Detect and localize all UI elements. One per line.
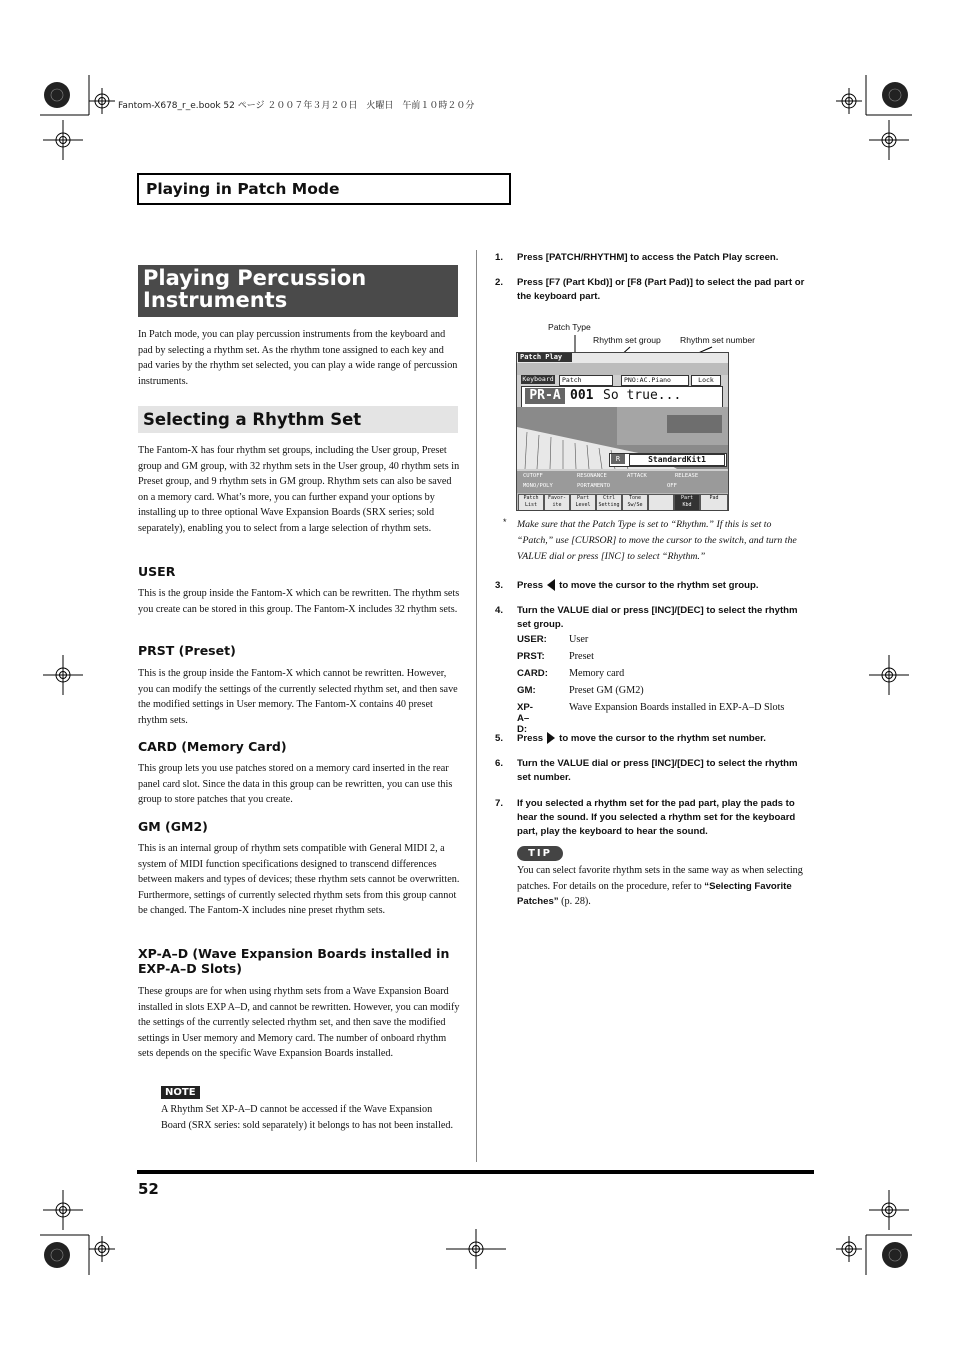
step-5-number: 5.	[495, 733, 504, 744]
param-resonance: RESONANCE	[577, 473, 607, 479]
step-1-text: Press [PATCH/RHYTHM] to access the Patch Play screen.	[517, 252, 779, 263]
patch-group[interactable]: PR-A	[525, 388, 565, 404]
step-5-pre: Press	[517, 733, 544, 744]
button-part-pad[interactable]: Pad	[700, 494, 728, 511]
rhythm-set-name[interactable]: StandardKit1	[629, 454, 725, 466]
page-number: 52	[138, 1180, 159, 1198]
button-part-level[interactable]: Part Level	[570, 494, 596, 511]
main-heading-line1: Playing Percussion	[143, 266, 367, 290]
param-portamento-value: OFF	[667, 483, 677, 489]
group-val-user: User	[569, 634, 589, 645]
group-val-card: Memory card	[569, 668, 625, 679]
footnote: Make sure that the Patch Type is set to “Rhythm.” If this is set to “Patch,” use [CURSOR] to move the cursor to the switch, and turn the VALUE dial or press [INC] to select “Rhythm.”	[517, 519, 797, 562]
button-part-kbd[interactable]: Part Kbd	[674, 494, 700, 511]
patch-play-screen	[516, 352, 729, 511]
footer-rule	[137, 1170, 814, 1174]
callout-rhythm-set-number: Rhythm set number	[680, 335, 755, 345]
group-key-xp: XP-A–D:	[517, 702, 533, 735]
step-4-number: 4.	[495, 605, 504, 616]
group-key-user: USER:	[517, 634, 547, 645]
step-3-pre: Press	[517, 580, 544, 591]
field-lock[interactable]: Lock	[691, 375, 721, 386]
screen-title: Patch Play	[518, 353, 572, 362]
print-info: Fantom-X678_r_e.book 52 ページ ２００７年３月２０日 火曜日 午前１０時２０分	[118, 101, 475, 111]
group-body-user: This is the group inside the Fantom-X which can be rewritten. The rhythm sets you create can be stored in this group. The Fantom-X includes 32 rhythm sets.	[138, 588, 460, 615]
step-2-number: 2.	[495, 277, 504, 288]
cursor-right-icon	[547, 732, 555, 744]
group-title-xp: XP-A–D (Wave Expansion Boards installed in EXP-A–D Slots)	[138, 946, 450, 976]
button-ctrl-setting[interactable]: Ctrl Setting	[596, 494, 622, 511]
tab-keyboard[interactable]: Keyboard	[522, 375, 554, 383]
button-patch-list[interactable]: Patch List	[518, 494, 544, 511]
group-key-gm: GM:	[517, 685, 536, 696]
group-body-xp: These groups are for when using rhythm sets from a Wave Expansion Board installed in slots EXP A–D, and cannot be rewritten. However, you can modify the settings of the currently selected rhythm set, and then save the modified settings in User memory and Memory card. The number of onboard rhythm sets depends on the specific Wave Expansion Boards installed.	[138, 986, 460, 1060]
footnote-asterisk: *	[503, 517, 507, 527]
patch-number[interactable]: 001	[570, 388, 594, 403]
button-blank[interactable]	[648, 494, 674, 511]
group-title-card: CARD (Memory Card)	[138, 739, 287, 754]
group-body-card: This group lets you use patches stored on a memory card inserted in the rear panel card slot. Since the data in this group can be rewritten, you can use this group to store patches that you create.	[138, 763, 453, 806]
tab-patch[interactable]: Patch	[559, 375, 613, 386]
step-7-number: 7.	[495, 798, 504, 809]
group-title-prst: PRST (Preset)	[138, 643, 236, 658]
tip-ref: (p. 28).	[561, 896, 591, 908]
step-2-text: Press [F7 (Part Kbd)] or [F8 (Part Pad)] to select the pad part or the keyboard part.	[517, 277, 805, 302]
step-4-text: Turn the VALUE dial or press [INC]/[DEC] to select the rhythm set group.	[517, 605, 798, 630]
intro-paragraph: In Patch mode, you can play percussion instruments from the keyboard and pad by selecting a rhythm set. As the rhythm tone assigned to each key and pad varies by the rhythm set selected, you can play a wide range of percussion instruments.	[138, 329, 458, 387]
button-tone-sw[interactable]: Tone Sw/Se	[622, 494, 648, 511]
main-heading-line2: Instruments	[143, 288, 288, 312]
group-body-gm: This is an internal group of rhythm sets compatible with General MIDI 2, a system of MIDI function specifications designed to transcend differences between makers and types of devices; these rhythm sets cannot be overwritten. Furthermore, settings of currently selected rhythm sets from this group cannot be changed. The Fantom-X includes nine preset rhythm sets.	[138, 843, 460, 917]
param-mono-poly: MONO/POLY	[523, 483, 553, 489]
param-portamento: PORTAMENTO	[577, 483, 611, 489]
note-text: A Rhythm Set XP-A–D cannot be accessed if the Wave Expansion Board (SRX series: sold separately) it belongs to has not been installed.	[161, 1104, 453, 1131]
param-release: RELEASE	[675, 473, 699, 479]
note-badge: NOTE	[161, 1086, 200, 1099]
tip-text	[517, 863, 809, 910]
group-val-prst: Preset	[569, 651, 594, 662]
step-1-number: 1.	[495, 252, 504, 263]
tip-link[interactable]: “Selecting Favorite Patches”	[517, 880, 792, 908]
param-cutoff: CUTOFF	[523, 473, 543, 479]
group-title-user: USER	[138, 564, 176, 579]
group-val-xp: Wave Expansion Boards installed in EXP-A–D Slots	[569, 702, 785, 713]
subheading-body: The Fantom-X has four rhythm set groups, including the User group, Preset group and GM group, with 32 rhythm sets in the User group, 40 rhythm sets in Preset group, and 9 rhythm sets in GM group. Rhythm sets can also be saved on a memory card. What’s more, you can further expand your options by installing up to three optional Wave Expansion Boards (SRX series; sold separately), enabling you to select from a large selection of rhythm sets.	[138, 445, 460, 534]
group-val-gm: Preset GM (GM2)	[569, 685, 644, 696]
button-favorite[interactable]: Favor-ite	[544, 494, 570, 511]
callout-rhythm-set-group: Rhythm set group	[593, 335, 661, 345]
tip-body: You can select favorite rhythm sets in the same way as when selecting patches. For details on the procedure, refer to	[517, 865, 803, 892]
patch-name: So true...	[603, 388, 682, 403]
callout-patch-type: Patch Type	[548, 322, 591, 332]
step-3-number: 3.	[495, 580, 504, 591]
group-title-gm: GM (GM2)	[138, 819, 208, 834]
step-3-post: to move the cursor to the rhythm set group.	[559, 580, 759, 591]
subheading: Selecting a Rhythm Set	[138, 406, 458, 433]
param-attack: ATTACK	[627, 473, 647, 479]
step-3-text	[517, 579, 812, 593]
column-divider	[476, 250, 477, 1162]
tip-badge: TIP	[517, 846, 563, 861]
group-key-card: CARD:	[517, 668, 548, 679]
step-7-text: If you selected a rhythm set for the pad part, play the pads to hear the sound. If you selected a rhythm set for the keyboard part, play the keyboard to hear the sound.	[517, 798, 796, 837]
step-5-post: to move the cursor to the rhythm set number.	[559, 733, 766, 744]
group-body-prst: This is the group inside the Fantom-X which cannot be rewritten. However, you can modify the settings of the currently selected rhythm set, and then save the modified settings in User memory. The Fantom-X contains 40 preset rhythm sets.	[138, 668, 458, 726]
step-6-number: 6.	[495, 758, 504, 769]
field-category[interactable]: PNO:AC.Piano	[621, 375, 689, 386]
section-header	[137, 173, 511, 205]
section-title: Playing in Patch Mode	[146, 180, 340, 198]
group-key-prst: PRST:	[517, 651, 545, 662]
step-6-text: Turn the VALUE dial or press [INC]/[DEC] to select the rhythm set number.	[517, 758, 798, 783]
cursor-left-icon	[547, 579, 555, 591]
step-5-text	[517, 732, 812, 746]
main-heading	[138, 265, 458, 317]
rhythm-flag: R	[611, 454, 625, 464]
